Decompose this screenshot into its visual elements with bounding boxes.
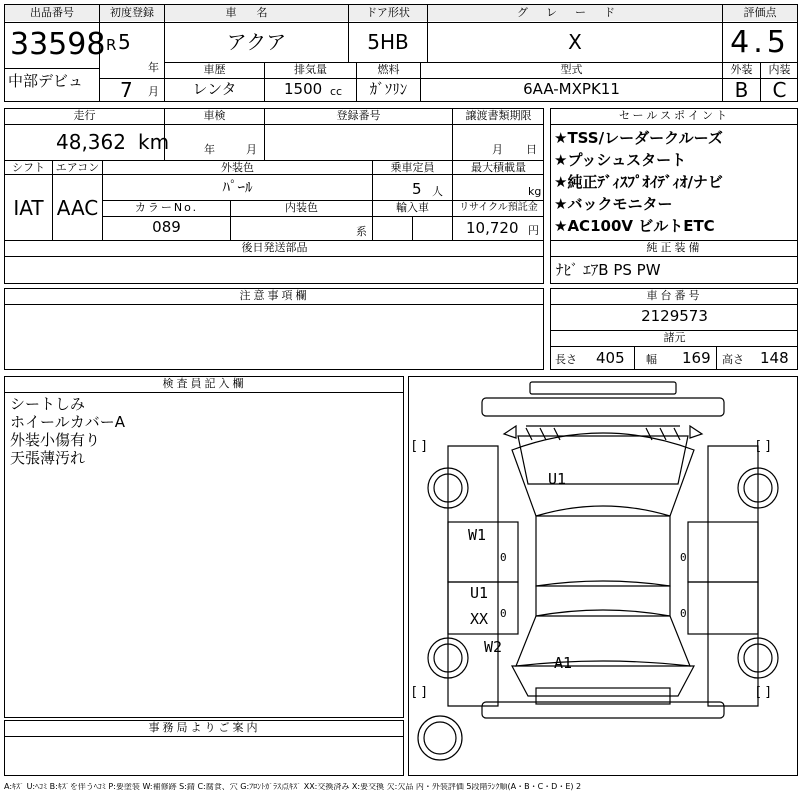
sales-point-3: ★純正ﾃﾞｨｽﾌﾟｵｲﾃﾞｨｵ/ナビ xyxy=(554,173,723,191)
history: レンタ xyxy=(192,80,237,98)
lot-number: 33598 xyxy=(10,27,106,62)
interior-grade: C xyxy=(772,78,787,102)
first-reg-era: R xyxy=(106,36,117,54)
bracket-right-bottom: [ ] xyxy=(756,685,771,700)
interior-label: 内装 xyxy=(768,63,791,76)
inspector-note-4: 天張薄汚れ xyxy=(10,449,86,467)
capacity-unit: 人 xyxy=(432,185,443,198)
inspector-note-2: ホイールカバーA xyxy=(10,413,125,431)
mileage-label: 走行 xyxy=(73,109,96,122)
zero-mark-4: 0 xyxy=(680,607,687,620)
color-no-label: カラーNo. xyxy=(134,201,199,214)
first-reg-year-unit: 年 xyxy=(148,61,159,74)
notes-label: 注意事項欄 xyxy=(239,289,310,302)
inspection-month-unit: 月 xyxy=(246,143,257,156)
transfer-day-unit: 日 xyxy=(526,143,537,156)
damage-mark-u1-top: U1 xyxy=(548,470,567,488)
shift: IAT xyxy=(13,196,44,220)
sales-point-4: ★バックモニター xyxy=(554,195,673,213)
rating-value: 4.5 xyxy=(730,25,790,60)
inspection-label: 車検 xyxy=(203,109,226,122)
inspection-year-unit: 年 xyxy=(204,143,215,156)
damage-mark-u1-mid: U1 xyxy=(470,584,489,602)
width-label: 幅 xyxy=(646,353,657,366)
exterior-color: ﾊﾟｰﾙ xyxy=(222,178,253,196)
recycle-label: リサイクル預託金 xyxy=(459,202,538,213)
first-reg-label: 初度登録 xyxy=(100,5,164,21)
fuel: ｶﾞｿﾘﾝ xyxy=(369,80,408,98)
exterior-grade: B xyxy=(734,78,749,102)
exterior-label: 外装 xyxy=(730,63,753,76)
car-name-label: 車名 xyxy=(165,5,348,21)
office-label: 事務局よりご案内 xyxy=(148,721,261,734)
first-reg-year: 5 xyxy=(118,30,131,54)
first-reg-month: 7 xyxy=(120,78,133,102)
door-label: ドア形状 xyxy=(349,5,427,21)
height-label: 高さ xyxy=(722,353,744,366)
damage-mark-a1: A1 xyxy=(554,654,573,672)
mileage-unit: km xyxy=(138,130,170,154)
height: 148 xyxy=(760,349,789,367)
debut-label: 中部デビュ xyxy=(8,72,84,90)
grade: X xyxy=(568,30,582,54)
inspector-note-1: シートしみ xyxy=(10,395,86,413)
length-label: 長さ xyxy=(555,353,577,366)
later-parts-label: 後日発送部品 xyxy=(241,241,308,254)
fuel-label: 燃料 xyxy=(377,63,400,76)
capacity-label: 乗車定員 xyxy=(390,161,435,174)
zero-mark-2: 0 xyxy=(500,607,507,620)
chassis-label: 車台番号 xyxy=(646,289,703,302)
damage-mark-w2: W2 xyxy=(484,638,503,656)
sales-points-label: セールスポイント xyxy=(618,109,730,122)
bracket-right-top: [ ] xyxy=(756,439,771,454)
car-name: アクア xyxy=(226,30,287,54)
shift-label: シフト xyxy=(12,161,45,174)
max-load-label: 最大積載量 xyxy=(471,161,526,174)
registration-label: 登録番号 xyxy=(336,109,381,122)
aircon-label: エアコン xyxy=(55,161,100,174)
model-label: 型式 xyxy=(560,63,583,76)
inspector-note-3: 外装小傷有り xyxy=(10,431,101,449)
dimensions-label: 諸元 xyxy=(663,331,686,344)
width: 169 xyxy=(682,349,711,367)
model-code: 6AA-MXPK11 xyxy=(523,80,620,98)
first-reg-month-unit: 月 xyxy=(148,85,159,98)
grade-label: グレード xyxy=(428,5,722,21)
max-load-unit: kg xyxy=(528,185,542,198)
history-label: 車歴 xyxy=(203,63,226,76)
rating-label: 評価点 xyxy=(723,5,797,21)
capacity: 5 xyxy=(412,180,422,198)
recycle-unit: 円 xyxy=(528,224,539,237)
damage-mark-w1: W1 xyxy=(468,526,487,544)
length: 405 xyxy=(596,349,625,367)
mileage-value: 48,362 xyxy=(56,130,126,154)
equipment: ﾅﾋﾞ ｴｱB PS PW xyxy=(556,261,661,279)
damage-mark-xx: XX xyxy=(470,610,489,628)
zero-mark-3: 0 xyxy=(680,551,687,564)
sales-point-5: ★AC100V ビルトETC xyxy=(554,217,715,235)
color-no: 089 xyxy=(152,218,181,236)
lot-number-label: 出品番号 xyxy=(5,5,99,21)
car-diagram xyxy=(408,376,798,776)
displacement-unit: cc xyxy=(330,85,343,98)
transfer-month-unit: 月 xyxy=(492,143,503,156)
bracket-left-top: [ ] xyxy=(412,439,427,454)
sales-point-1: ★TSS/レーダークルーズ xyxy=(554,129,723,147)
door-type: 5HB xyxy=(367,30,409,54)
displacement: 1500 xyxy=(284,80,323,98)
displacement-label: 排気量 xyxy=(294,63,327,76)
recycle-value: 10,720 xyxy=(466,219,519,237)
interior-color-unit: 系 xyxy=(356,225,367,238)
import-label: 輸入車 xyxy=(396,201,429,214)
bracket-left-bottom: [ ] xyxy=(412,685,427,700)
interior-color-label: 内装色 xyxy=(285,201,318,214)
transfer-label: 譲渡書類期限 xyxy=(465,109,532,122)
exterior-color-label: 外装色 xyxy=(221,161,254,174)
zero-mark-1: 0 xyxy=(500,551,507,564)
equipment-label: 純正装備 xyxy=(646,241,703,254)
legend: A:ｷｽﾞ U:ﾍｺﾐ B:ｷｽﾞを伴うﾍｺﾐ P:要塗装 W:補修跡 S:錆 C:腐食、穴 G:ﾌﾛﾝﾄｶﾞﾗｽ点ｷｽﾞ XX:交換済み X:要交換 欠:欠品 内・外装評価 5段階ﾗﾝｸ順(A・B・C・D・E) 2 xyxy=(4,783,582,791)
aircon: AAC xyxy=(56,196,99,220)
sales-point-2: ★プッシュスタート xyxy=(554,151,687,169)
inspector-label: 検査員記入欄 xyxy=(162,377,247,390)
chassis-number: 2129573 xyxy=(641,307,708,325)
